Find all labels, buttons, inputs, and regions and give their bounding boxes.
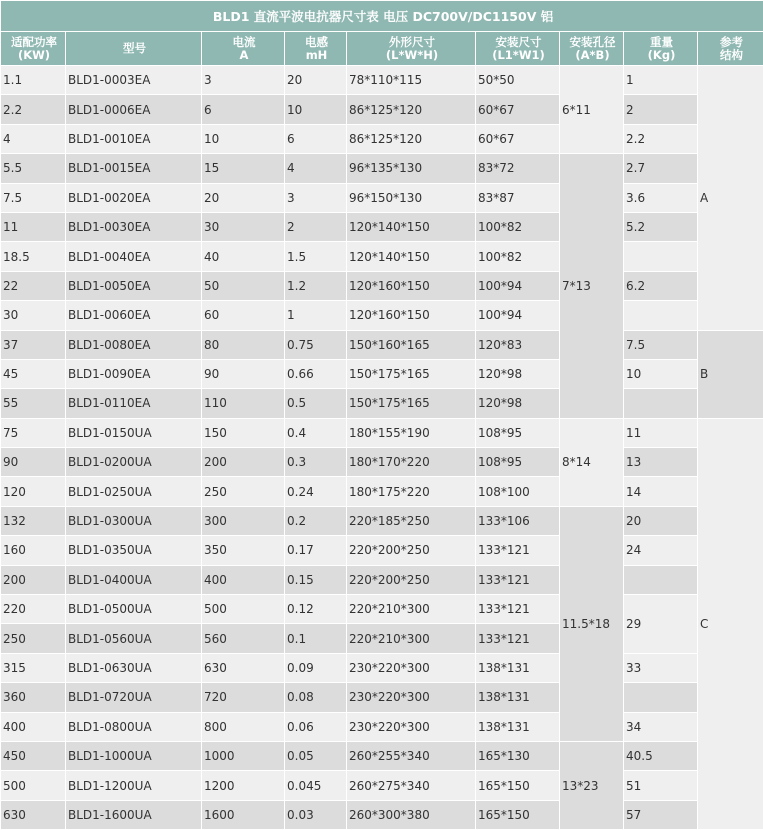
weight-cell: 2 [624,95,698,124]
weight-cell: 34 [624,712,698,741]
inductance-cell: 0.15 [285,565,347,594]
table-row [1,212,763,241]
dims-cell: 150*160*165 [347,330,476,359]
inductance-cell: 0.03 [285,800,347,829]
power-cell: 450 [1,741,66,770]
mount-cell: 133*121 [476,565,560,594]
weight-cell [624,565,698,594]
header-structure [698,32,763,66]
dims-cell: 260*275*340 [347,771,476,800]
dims-cell: 220*185*250 [347,506,476,535]
header-unit: (L1*W1) [478,49,559,62]
inductance-cell: 4 [285,154,347,183]
inductance-cell: 0.1 [285,624,347,653]
weight-cell: 14 [624,477,698,506]
model-cell: BLD1-0010EA [66,124,202,153]
power-cell: 132 [1,506,66,535]
inductance-cell: 0.06 [285,712,347,741]
power-cell: 18.5 [1,242,66,271]
current-cell: 250 [202,477,285,506]
table-row [1,653,763,682]
model-cell: BLD1-0030EA [66,212,202,241]
structure-cell: A [698,66,763,331]
mount-cell: 133*121 [476,624,560,653]
mount-cell: 120*98 [476,389,560,418]
dims-cell: 96*150*130 [347,183,476,212]
dims-cell: 150*175*165 [347,389,476,418]
model-cell: BLD1-0300UA [66,506,202,535]
model-cell: BLD1-0015EA [66,154,202,183]
inductance-cell: 3 [285,183,347,212]
inductance-cell: 0.17 [285,536,347,565]
model-cell: BLD1-0050EA [66,271,202,300]
table-row [1,448,763,477]
header-unit: mH [287,49,346,62]
current-cell: 3 [202,66,285,95]
table-row [1,741,763,770]
model-cell: BLD1-1600UA [66,800,202,829]
inductance-cell: 0.4 [285,418,347,447]
header-label: 重量 [626,36,697,49]
weight-cell: 40.5 [624,741,698,770]
power-cell: 360 [1,683,66,712]
mount-cell: 120*98 [476,359,560,388]
power-cell: 200 [1,565,66,594]
table-row [1,301,763,330]
inductance-cell: 0.08 [285,683,347,712]
weight-cell: 10 [624,359,698,388]
table-row [1,506,763,535]
weight-cell: 1 [624,66,698,95]
power-cell: 315 [1,653,66,682]
weight-cell: 51 [624,771,698,800]
mount-cell: 133*106 [476,506,560,535]
mount-cell: 60*67 [476,95,560,124]
table-row [1,683,763,712]
mount-cell: 108*95 [476,418,560,447]
power-cell: 4 [1,124,66,153]
model-cell: BLD1-0060EA [66,301,202,330]
model-cell: BLD1-1200UA [66,771,202,800]
power-cell: 250 [1,624,66,653]
mount-cell: 60*67 [476,124,560,153]
structure-cell: B [698,330,763,418]
table-row [1,183,763,212]
header-unit: A [204,49,284,62]
weight-cell: 11 [624,418,698,447]
dims-cell: 120*160*150 [347,271,476,300]
mount-cell: 165*150 [476,800,560,829]
current-cell: 400 [202,565,285,594]
power-cell: 90 [1,448,66,477]
weight-cell [624,301,698,330]
weight-cell [624,683,698,712]
header-label: 型号 [68,42,201,55]
inductance-cell: 0.2 [285,506,347,535]
inductance-cell: 1.5 [285,242,347,271]
model-cell: BLD1-0560UA [66,624,202,653]
table-title: BLD1 直流平波电抗器尺寸表 电压 DC700V/DC1150V 铝 [1,1,763,32]
model-cell: BLD1-0400UA [66,565,202,594]
header-label: 安装孔径 [562,36,623,49]
mount-cell: 83*72 [476,154,560,183]
table-row [1,389,763,418]
hole-cell: 7*13 [560,154,624,419]
table-row [1,271,763,300]
inductance-cell: 0.3 [285,448,347,477]
weight-cell: 13 [624,448,698,477]
weight-cell: 33 [624,653,698,682]
inductance-cell: 0.24 [285,477,347,506]
header-label: 电流 [204,36,284,49]
inductance-cell: 1 [285,301,347,330]
current-cell: 6 [202,95,285,124]
current-cell: 630 [202,653,285,682]
current-cell: 1200 [202,771,285,800]
current-cell: 80 [202,330,285,359]
table-row [1,565,763,594]
mount-cell: 138*131 [476,683,560,712]
current-cell: 500 [202,595,285,624]
hole-cell: 11.5*18 [560,506,624,741]
model-cell: BLD1-1000UA [66,741,202,770]
power-cell: 11 [1,212,66,241]
model-cell: BLD1-0080EA [66,330,202,359]
model-cell: BLD1-0040EA [66,242,202,271]
header-label: 外形尺寸 [349,36,475,49]
header-inductance [285,32,347,66]
power-cell: 30 [1,301,66,330]
model-cell: BLD1-0720UA [66,683,202,712]
dims-cell: 120*140*150 [347,242,476,271]
dims-cell: 120*160*150 [347,301,476,330]
dims-cell: 230*220*300 [347,683,476,712]
weight-cell: 24 [624,536,698,565]
mount-cell: 108*95 [476,448,560,477]
header-power [1,32,66,66]
inductance-cell: 20 [285,66,347,95]
mount-cell: 100*94 [476,301,560,330]
header-unit: (KW) [3,49,65,62]
header-label: 适配功率 [3,36,65,49]
weight-cell: 3.6 [624,183,698,212]
inductance-cell: 2 [285,212,347,241]
power-cell: 5.5 [1,154,66,183]
table-row [1,242,763,271]
dims-cell: 86*125*120 [347,95,476,124]
mount-cell: 100*94 [476,271,560,300]
current-cell: 1600 [202,800,285,829]
inductance-cell: 0.09 [285,653,347,682]
dims-cell: 180*170*220 [347,448,476,477]
inductance-cell: 0.045 [285,771,347,800]
power-cell: 220 [1,595,66,624]
header-dims [347,32,476,66]
weight-cell: 57 [624,800,698,829]
mount-cell: 83*87 [476,183,560,212]
dims-cell: 260*255*340 [347,741,476,770]
mount-cell: 50*50 [476,66,560,95]
header-model [66,32,202,66]
current-cell: 40 [202,242,285,271]
weight-cell: 7.5 [624,330,698,359]
current-cell: 15 [202,154,285,183]
current-cell: 720 [202,683,285,712]
weight-cell: 2.2 [624,124,698,153]
current-cell: 800 [202,712,285,741]
mount-cell: 133*121 [476,536,560,565]
inductance-cell: 6 [285,124,347,153]
weight-cell: 6.2 [624,271,698,300]
current-cell: 20 [202,183,285,212]
weight-cell: 2.7 [624,154,698,183]
table-row [1,712,763,741]
power-cell: 160 [1,536,66,565]
power-cell: 630 [1,800,66,829]
model-cell: BLD1-0020EA [66,183,202,212]
mount-cell: 100*82 [476,212,560,241]
power-cell: 1.1 [1,66,66,95]
mount-cell: 165*130 [476,741,560,770]
header-unit: 结构 [700,49,763,62]
mount-cell: 138*131 [476,653,560,682]
current-cell: 200 [202,448,285,477]
power-cell: 22 [1,271,66,300]
inductance-cell: 0.5 [285,389,347,418]
table-row [1,95,763,124]
power-cell: 2.2 [1,95,66,124]
mount-cell: 165*150 [476,771,560,800]
dims-cell: 260*300*380 [347,800,476,829]
table-row [1,536,763,565]
inductance-cell: 1.2 [285,271,347,300]
table-body [1,66,763,830]
mount-cell: 100*82 [476,242,560,271]
table-row [1,124,763,153]
model-cell: BLD1-0800UA [66,712,202,741]
power-cell: 75 [1,418,66,447]
current-cell: 60 [202,301,285,330]
inductance-cell: 10 [285,95,347,124]
weight-cell [624,242,698,271]
inductance-cell: 0.05 [285,741,347,770]
header-current [202,32,285,66]
dims-cell: 86*125*120 [347,124,476,153]
power-cell: 400 [1,712,66,741]
table-row [1,330,763,359]
dims-cell: 220*210*300 [347,595,476,624]
hole-cell: 13*23 [560,741,624,829]
table-row [1,418,763,447]
table-row [1,477,763,506]
inductance-cell: 0.75 [285,330,347,359]
weight-cell [624,389,698,418]
power-cell: 55 [1,389,66,418]
current-cell: 1000 [202,741,285,770]
structure-cell: C [698,418,763,829]
mount-cell: 120*83 [476,330,560,359]
model-cell: BLD1-0006EA [66,95,202,124]
hole-cell: 8*14 [560,418,624,506]
dims-cell: 220*200*250 [347,536,476,565]
header-unit: (Kg) [626,49,697,62]
weight-cell: 20 [624,506,698,535]
current-cell: 150 [202,418,285,447]
model-cell: BLD1-0500UA [66,595,202,624]
dims-cell: 78*110*115 [347,66,476,95]
header-label: 电感 [287,36,346,49]
model-cell: BLD1-0090EA [66,359,202,388]
table-row [1,359,763,388]
dims-cell: 120*140*150 [347,212,476,241]
header-hole [560,32,624,66]
model-cell: BLD1-0200UA [66,448,202,477]
dims-cell: 230*220*300 [347,712,476,741]
dims-cell: 180*175*220 [347,477,476,506]
current-cell: 110 [202,389,285,418]
model-cell: BLD1-0003EA [66,66,202,95]
weight-cell: 5.2 [624,212,698,241]
power-cell: 120 [1,477,66,506]
current-cell: 350 [202,536,285,565]
mount-cell: 138*131 [476,712,560,741]
table-row [1,771,763,800]
current-cell: 30 [202,212,285,241]
dims-cell: 180*155*190 [347,418,476,447]
current-cell: 10 [202,124,285,153]
dims-cell: 230*220*300 [347,653,476,682]
table-row [1,800,763,829]
power-cell: 7.5 [1,183,66,212]
current-cell: 90 [202,359,285,388]
dims-cell: 220*200*250 [347,565,476,594]
dims-cell: 220*210*300 [347,624,476,653]
current-cell: 50 [202,271,285,300]
model-cell: BLD1-0630UA [66,653,202,682]
header-label: 参考 [700,36,763,49]
header-unit: (A*B) [562,49,623,62]
table-row [1,154,763,183]
dims-cell: 150*175*165 [347,359,476,388]
current-cell: 560 [202,624,285,653]
power-cell: 500 [1,771,66,800]
header-label: 安装尺寸 [478,36,559,49]
current-cell: 300 [202,506,285,535]
inductance-cell: 0.66 [285,359,347,388]
header-row [1,32,763,66]
model-cell: BLD1-0250UA [66,477,202,506]
header-weight [624,32,698,66]
mount-cell: 108*100 [476,477,560,506]
table-row [1,595,763,624]
header-mount [476,32,560,66]
power-cell: 45 [1,359,66,388]
dims-cell: 96*135*130 [347,154,476,183]
power-cell: 37 [1,330,66,359]
hole-cell: 6*11 [560,66,624,154]
inductance-cell: 0.12 [285,595,347,624]
model-cell: BLD1-0110EA [66,389,202,418]
header-unit: (L*W*H) [349,49,475,62]
model-cell: BLD1-0350UA [66,536,202,565]
model-cell: BLD1-0150UA [66,418,202,447]
mount-cell: 133*121 [476,595,560,624]
weight-cell: 29 [624,595,698,654]
table-row [1,66,763,95]
